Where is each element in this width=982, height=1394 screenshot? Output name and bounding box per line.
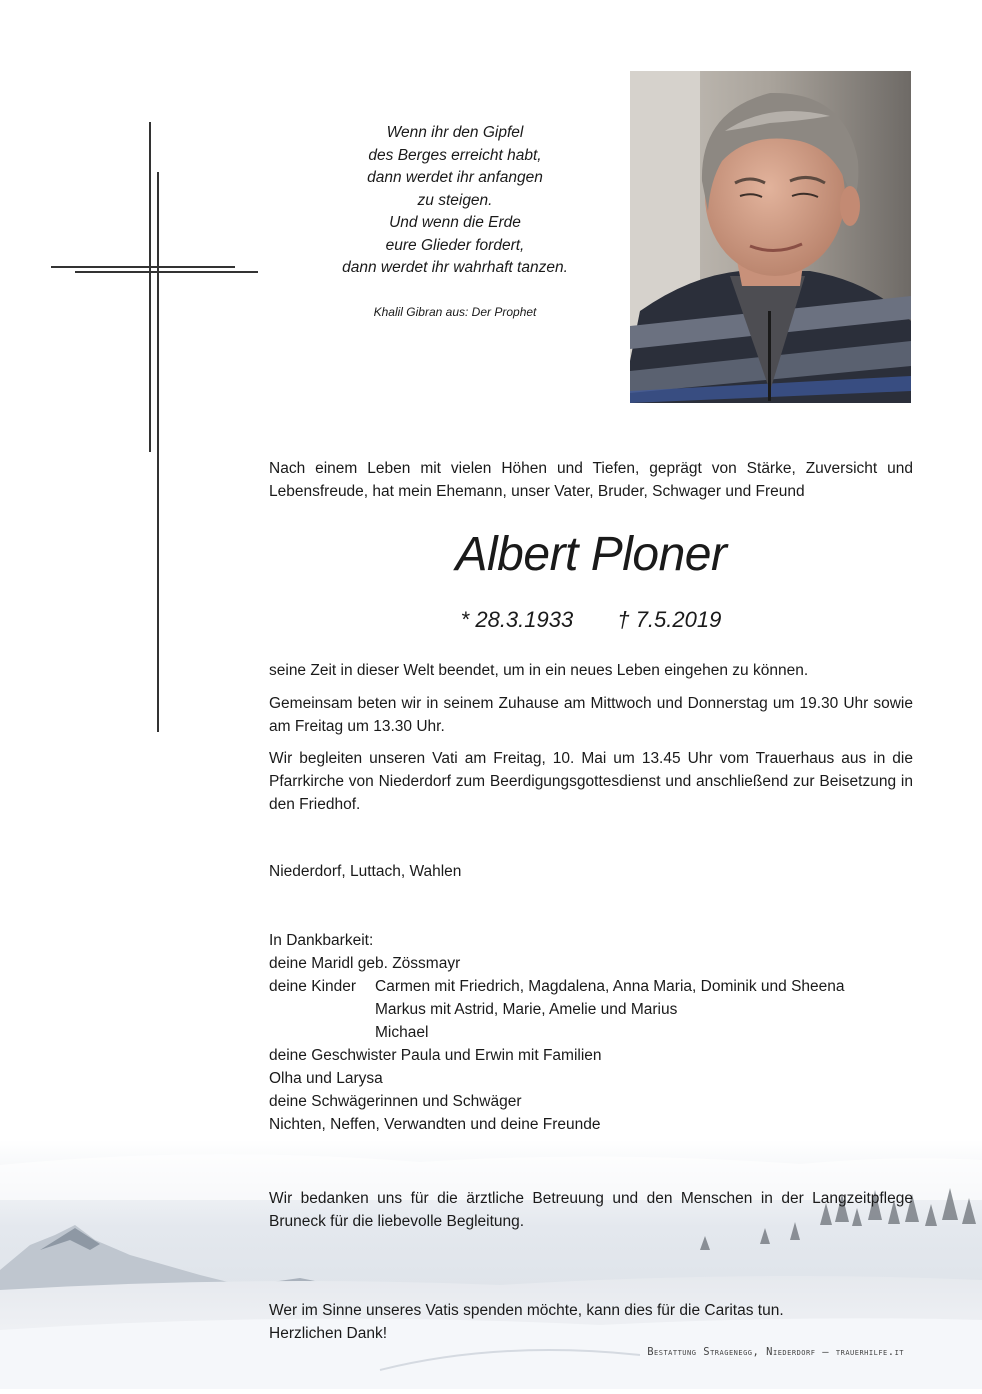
donation-line: Wer im Sinne unseres Vatis spenden möchte, kann dies für die Caritas tun. [269, 1302, 784, 1319]
mourners-heading: In Dankbarkeit: [269, 932, 374, 949]
poem-line: zu steigen. [417, 191, 493, 209]
mourner-wife: deine Maridl geb. Zössmayr [269, 955, 461, 972]
donation-text [269, 1299, 784, 1345]
paragraph: seine Zeit in dieser Welt beendet, um in ein neues Leben eingehen zu können. [269, 662, 809, 679]
poem-line: dann werdet ihr anfangen [367, 169, 543, 186]
poem-line: dann werdet ihr wahrhaft tanzen. [342, 259, 568, 276]
children-label: deine Kinder [269, 978, 357, 995]
mourner-children [269, 975, 845, 998]
poem-line: Wenn ihr den Gipfel [386, 124, 524, 141]
paragraph: Wir begleiten unseren Vati am Freitag, 10. Mai um 13.45 Uhr vom Trauerhaus aus in die Pfarrkirche von Niederdorf zum Beerdigungsgottesdienst und anschließend zur Beisetzung in den Friedhof. [269, 750, 913, 813]
death-date: † 7.5.2019 [617, 607, 722, 632]
paragraph: Gemeinsam beten wir in seinem Zuhause am Mittwoch und Donnerstag um 19.30 Uhr sowie am Freitag um 13.30 Uhr. [269, 695, 913, 735]
poem-line: des Berges erreicht habt, [368, 146, 542, 164]
child-family: Markus mit Astrid, Marie, Amelie und Marius [375, 1001, 678, 1018]
thanks-text: Wir bedanken uns für die ärztliche Betreuung und den Menschen in der Langzeitpflege Bruneck für die liebevolle Begleitung. [269, 1190, 913, 1230]
deceased-name: Albert Ploner [455, 528, 727, 581]
places-text: Niederdorf, Luttach, Wahlen [269, 863, 462, 880]
poem-line: eure Glieder fordert, [385, 236, 525, 254]
mourner-other: deine Schwägerinnen und Schwäger [269, 1093, 522, 1110]
closing-line: Herzlichen Dank! [269, 1325, 388, 1342]
mourners-list [269, 929, 845, 1136]
child-family: Michael [375, 1024, 429, 1041]
poem [300, 122, 610, 280]
mourner-other: Olha und Larysa [269, 1070, 383, 1087]
mourner-other: Nichten, Neffen, Verwandten und deine Freunde [269, 1116, 601, 1133]
portrait-photo [630, 71, 911, 403]
birth-date: * 28.3.1933 [460, 607, 574, 632]
poem-line: Und wenn die Erde [389, 214, 521, 231]
poem-source: Khalil Gibran aus: Der Prophet [373, 305, 537, 319]
life-dates [269, 607, 913, 633]
child-family: Carmen mit Friedrich, Magdalena, Anna Maria, Dominik und Sheena [375, 978, 845, 995]
mourner-other: deine Geschwister Paula und Erwin mit Familien [269, 1047, 602, 1064]
funeral-home-footer: Bestattung Stragenegg, Niederdorf – trauerhilfe.it [647, 1346, 904, 1358]
intro-text: Nach einem Leben mit vielen Höhen und Tiefen, geprägt von Stärke, Zuversicht und Lebensfreude, hat mein Ehemann, unser Vater, Bruder, Schwager und Freund [269, 460, 913, 500]
